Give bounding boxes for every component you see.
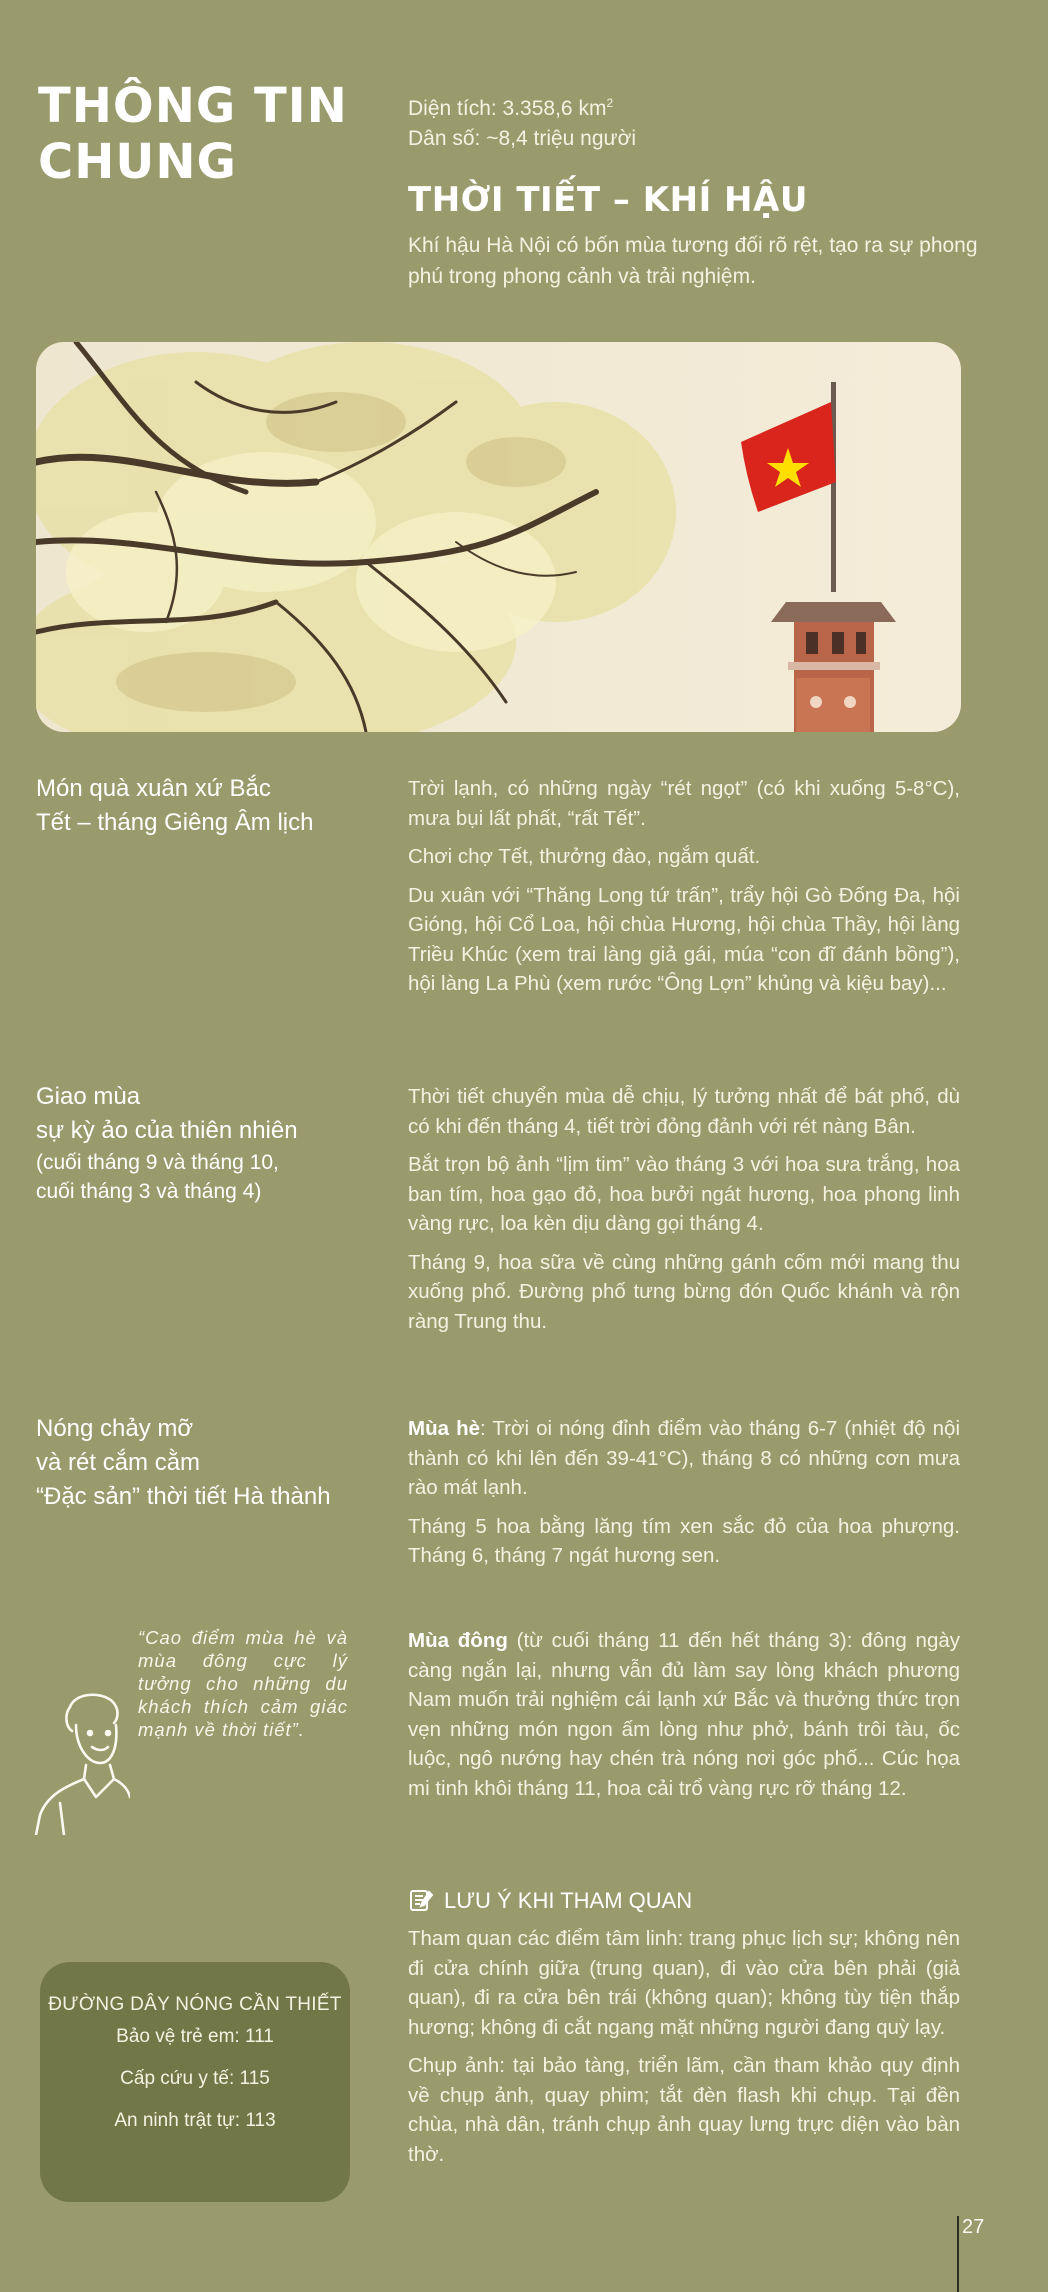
hotline-item: Cấp cứu y tế: 115	[120, 2068, 270, 2089]
area-label: Diện tích: 3.358,6 km	[408, 97, 607, 120]
season-heading-line: Món quà xuân xứ Bắc	[36, 775, 271, 802]
title-line-2: CHUNG	[38, 134, 237, 190]
area-stat	[408, 88, 636, 124]
hotline-heading: ĐƯỜNG DÂY NÓNG CẦN THIẾT	[48, 1994, 342, 2015]
season-heading-line: và rét cắm cằm	[36, 1449, 201, 1476]
climate-intro: Khí hậu Hà Nội có bốn mùa tương đối rõ rệt, tạo ra sự phong phú trong phong cảnh và trải nghiệm.	[408, 234, 978, 288]
visiting-notes-heading	[408, 1888, 692, 1914]
notebook-icon	[408, 1888, 434, 1912]
season-heading-subline: cuối tháng 3 và tháng 4)	[36, 1180, 262, 1203]
season-heading-line: Nóng chảy mỡ	[36, 1415, 194, 1442]
season-text-winter	[408, 1626, 960, 1812]
page-number-divider	[957, 2216, 959, 2292]
winter-text: (từ cuối tháng 11 đến hết tháng 3): đông ngày càng ngắn lại, nhưng vẫn đủ làm say lòng khách phương Nam muốn trải nghiệm cái lạnh xứ Bắc và thưởng thức trọn vẹn những món ngon ấm lòng như phở, bánh trôi tàu, ốc luộc, ngô nướng hay chén trà nóng nơi góc phố... Cúc họa mi tinh khôi tháng 11, hoa cải trổ vàng rực rỡ tháng 12.	[408, 1629, 960, 1800]
paragraph: Tháng 9, hoa sữa về cùng những gánh cốm mới mang thu xuống phố. Đường phố tưng bừng đón Quốc khánh và rộn ràng Trung thu.	[408, 1250, 960, 1333]
summer-paragraph	[408, 1414, 960, 1503]
season-heading-line: “Đặc sản” thời tiết Hà thành	[36, 1483, 331, 1510]
winter-paragraph	[408, 1626, 960, 1803]
summer-text: : Trời oi nóng đỉnh điểm vào tháng 6-7 (nhiệt độ nội thành có khi lên đến 39-41°C), tháng 8 có những cơn mưa rào mát lạnh.	[408, 1417, 961, 1499]
page-title	[38, 78, 378, 190]
winter-label: Mùa đông	[408, 1629, 508, 1652]
season-text-summer	[408, 1414, 960, 1580]
paragraph: Bắt trọn bộ ảnh “lịm tim” vào tháng 3 với hoa sưa trắng, hoa ban tím, hoa gạo đỏ, hoa bưởi ngát hương, hoa phong linh vàng rực, loa kèn dịu dàng gọi tháng 4.	[408, 1153, 960, 1235]
paragraph: Chơi chợ Tết, thưởng đào, ngắm quất.	[408, 845, 761, 868]
population-stat: Dân số: ~8,4 triệu người	[408, 127, 637, 150]
paragraph: Tháng 5 hoa bằng lăng tím xen sắc đỏ của hoa phượng. Tháng 6, tháng 7 ngát hương sen.	[408, 1514, 960, 1567]
season-heading-line: sự kỳ ảo của thiên nhiên	[36, 1117, 298, 1144]
title-line-1: THÔNG TIN	[38, 78, 348, 134]
visiting-notes-heading-text: LƯU Ý KHI THAM QUAN	[444, 1888, 693, 1913]
page-number: 27	[962, 2216, 985, 2238]
person-illustration-icon	[30, 1685, 130, 1835]
season-heading-extremes	[36, 1412, 331, 1514]
paragraph: Du xuân với “Thăng Long tứ trấn”, trẩy hội Gò Đống Đa, hội Gióng, hội Cổ Loa, hội chùa Hương, hội chùa Thầy, hội làng Triều Khúc (xem trai làng giả gái, múa “con đĩ đánh bồng”), hội làng La Phù (xem rước “Ông Lợn” khủng và kiệu bay)...	[408, 883, 960, 995]
hotline-item: Bảo vệ trẻ em: 111	[116, 2026, 274, 2047]
season-heading-line: Tết – tháng Giêng Âm lịch	[36, 809, 314, 836]
paragraph: Tham quan các điểm tâm linh: trang phục lịch sự; không nên đi cửa chính giữa (trung quan), đi vào cửa bên phải (giả quan), đi ra cửa bên trái (không quan); không tùy tiện thắp hương; không đi cắt ngang mặt những người đang quỳ lạy.	[408, 1927, 960, 2039]
summer-label: Mùa hè	[408, 1417, 481, 1440]
season-heading-line: Giao mùa	[36, 1083, 141, 1110]
paragraph: Trời lạnh, có những ngày “rét ngọt” (có khi xuống 5-8°C), mưa bụi lất phất, “rất Tết”.	[408, 777, 960, 830]
quote-text: “Cao điểm mùa hè và mùa đông cực lý tưởng cho những du khách thích cảm giác mạnh về thời tiết”.	[138, 1627, 348, 1740]
season-heading-subline: (cuối tháng 9 và tháng 10,	[36, 1151, 279, 1174]
season-heading-tet	[36, 772, 313, 840]
hotline-box	[40, 1962, 350, 2202]
season-heading-transition	[36, 1080, 298, 1206]
city-stats	[408, 88, 636, 154]
climate-heading: THỜI TIẾT – KHÍ HẬU	[408, 180, 808, 220]
flag-tower-photo	[36, 342, 961, 732]
paragraph: Thời tiết chuyển mùa dễ chịu, lý tưởng nhất để bát phố, dù có khi đến tháng 4, tiết trời đỏng đảnh với rét nàng Bân.	[408, 1085, 960, 1138]
paragraph: Chụp ảnh: tại bảo tàng, triển lãm, cần tham khảo quy định về chụp ảnh, quay phim; tắt đèn flash khi chụp. Tại đền chùa, nhà dân, tránh chụp ảnh quay lưng trực diện vào bàn thờ.	[408, 2054, 960, 2166]
season-text-transition	[408, 1082, 960, 1345]
season-text-tet	[408, 774, 960, 1008]
area-unit-sup: 2	[606, 96, 614, 110]
hotline-item: An ninh trật tự: 113	[114, 2110, 276, 2131]
visiting-notes-text	[408, 1924, 960, 2178]
